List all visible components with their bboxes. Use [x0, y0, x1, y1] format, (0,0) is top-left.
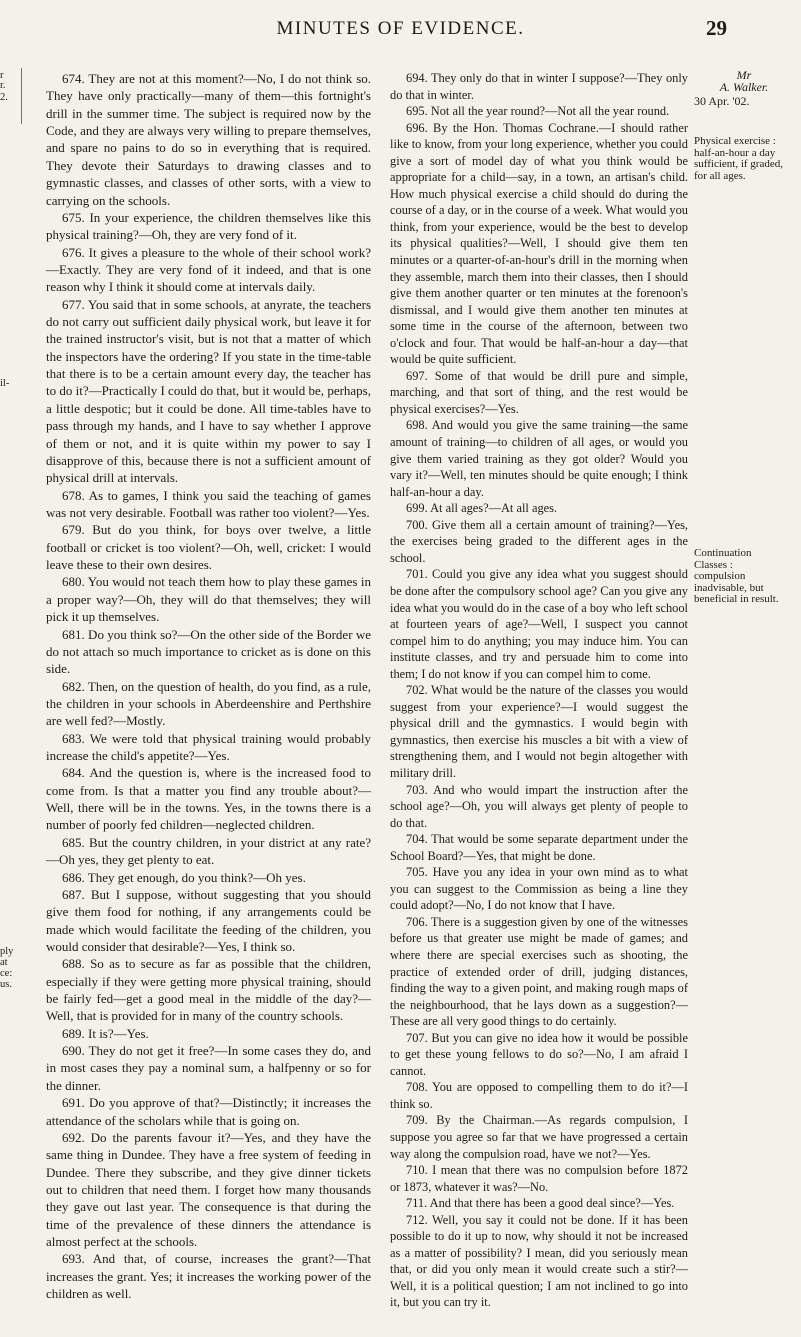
evidence-paragraph: 683. We were told that physical training would probably increase the child's appetite?—Yes. — [46, 730, 371, 764]
page-number: 29 — [706, 16, 727, 40]
evidence-paragraph: 691. Do you approve of that?—Distinctly; it increases the attendance of the scholars while that is going on. — [46, 1095, 371, 1128]
evidence-paragraph: 711. And that there has been a good deal since?—Yes. — [406, 1196, 675, 1211]
right-column — [390, 70, 688, 1311]
evidence-paragraph: 697. Some of that would be drill pure and simple, marching, and that sort of thing, and the rest would be physical exercises?—Yes. — [390, 368, 688, 416]
evidence-paragraph: 688. So as to secure as far as possible that the children, especially if they were getting more physical training, should be fairly fed—get a good meal in the middle of the day?—Well, that is provided for in many of the country schools. — [46, 956, 371, 1024]
evidence-paragraph: 705. Have you any idea in your own mind as to what you can suggest to the Commission as being a line they could adopt?—No, I do not know that I have. — [390, 865, 688, 913]
evidence-paragraph: 678. As to games, I think you said the teaching of games was not very desirable. Football was rather too violent?—Yes. — [46, 487, 371, 520]
evidence-paragraph: 710. I mean that there was no compulsion before 1872 or 1873, whatever it was?—No. — [390, 1163, 688, 1194]
evidence-paragraph: 704. That would be some separate department under the School Board?—Yes, that might be done. — [390, 832, 688, 863]
evidence-paragraph: 700. Give them all a certain amount of training?—Yes, the exercises being graded to the different ages in the school. — [390, 517, 688, 565]
witness-surname: A. Walker. — [719, 79, 769, 94]
evidence-paragraph: 684. And the question is, where is the increased food to come from. Is that a matter you find any trouble about?—Well, there will be in the towns. Yes, in the towns there is a number of poorly fed children—neglected children. — [46, 765, 371, 833]
evidence-paragraph: 685. But the country children, in your district at any rate?—Oh yes, they get plenty to eat. — [46, 834, 371, 868]
evidence-paragraph: 695. Not all the year round?—Not all the year round. — [406, 104, 670, 119]
left-fragment: r — [0, 70, 4, 81]
evidence-paragraph: 712. Well, you say it could not be done. If it has been possible to do it up to now, why should it not be increased as a matter of possibility? I mean, did you seriously mean that, or did you only mean it would create such a stir?—Well, it is a political question; I am not inclined to go into it, but you can try it. — [390, 1212, 688, 1310]
sidenote-physical-exercise: Physical exercise : half-an-hour a day sufficient, if graded, for all ages. — [694, 135, 783, 182]
evidence-paragraph: 679. But do you think, for boys over twelve, a little football or cricket is too violent?—Oh, well, cricket: I would leave these to their own desires. — [46, 522, 371, 573]
left-fragment: il- — [0, 378, 10, 389]
evidence-paragraph: 699. At all ages?—At all ages. — [406, 501, 558, 516]
evidence-paragraph: 703. And who would impart the instruction after the school age?—Oh, you will always get plenty of people to do that. — [390, 782, 688, 830]
evidence-paragraph: 677. You said that in some schools, at anyrate, the teachers do not carry out sufficient daily physical work, but leave it for the trained instructor's visit, but is not that a matter of which the inspectors have the ordering? If you state in the time-table that there is to be a certain amount every day, the teacher has to do it?—Practically I could do that, but it would be, perhaps, a little despotic; but it could be done. All time-tables have to pass through my hands, and I have to say whether I approve of them or not, and it is quite within my power to say I disapprove of this, because there is not a sufficient amount of physical drill at intervals. — [46, 296, 371, 486]
evidence-paragraph: 675. In your experience, the children themselves like this physical training?—Oh, they are very fond of it. — [46, 209, 371, 243]
evidence-paragraph: 701. Could you give any idea what you suggest should be done after the compulsory school age? Can you give any idea what you would do in the case of a boy who left school at fourteen years of age?—Well, I suspect you cannot compel him to do anything; you may induce him. You can institute classes, and try and persuade him to come into them; I do not know if you can compel him to come. — [390, 567, 688, 681]
evidence-paragraph: 681. Do you think so?—On the other side of the Border we do not attach so much importance to cricket as is done on this side. — [46, 626, 371, 677]
evidence-paragraph: 674. They are not at this moment?—No, I do not think so. They have only practically—many of them—this fortnight's drill in the summer time. The subject is required now by the Code, and they are always very willing to prepare themselves, and spare no pains to do so in everything that is required. They devote their Saturdays to drawing classes and to gymnastic classes, and classes of other sorts, with a view to carrying on the schools. — [46, 71, 371, 208]
evidence-paragraph: 709. By the Chairman.—As regards compulsion, I suppose you agree so far that we have progressed a certain way along the compulsion road, have we not?—Yes. — [390, 1113, 688, 1161]
evidence-paragraph: 707. But you can give no idea how it would be possible to get these young fellows to do so?—No, I am afraid I cannot. — [390, 1030, 688, 1078]
sidenote-continuation-classes: Continuation Classes : compulsion inadvisable, but beneficial in result. — [694, 547, 779, 605]
evidence-paragraph: 680. You would not teach them how to play these games in a proper way?—Oh, they will do that themselves; they will pick it up themselves. — [46, 574, 371, 625]
evidence-paragraph: 682. Then, on the question of health, do you find, as a rule, the children in your schools in Aberdeenshire and Perthshire are well fed?—Mostly. — [46, 678, 371, 729]
margin-rule-left — [21, 68, 22, 124]
left-fragment: r. — [0, 80, 6, 91]
evidence-paragraph: 687. But I suppose, without suggesting that you should give them food for nothing, if any arrangements could be made which would facilitate the feeding of the children, you would consider that desirable?—Yes, I think so. — [46, 886, 371, 954]
evidence-paragraph: 676. It gives a pleasure to the whole of their school work?—Exactly. They are very fond of it indeed, and that is one reason why I think it should come at intervals daily. — [46, 244, 371, 295]
left-fragment: ce: — [0, 968, 13, 979]
running-title: MINUTES OF EVIDENCE. — [276, 18, 525, 39]
witness-name — [694, 70, 794, 93]
evidence-paragraph: 696. By the Hon. Thomas Cochrane.—I should rather like to know, from your long experience, whether you could give a sort of model day of what you think would be appropriate for a child—say, in a town, an artisan's child. How much physical exercise a child should do during the course of a day, or in the course of a week. What would you think, from your experience, would be the best to develop its physical qualities?—Well, I should give them ten minutes or a quarter-of-an-hour's drill in the morning when they assemble, march them into their classes, then I should give them another quarter or ten minutes at the forenoon's dismissal, and I would give them another ten minutes at some time in the course of the afternoon, between two o'clock and four. That would be half-an-hour a day—that would be quite sufficient. — [390, 120, 688, 367]
left-fragment: 2. — [0, 92, 8, 103]
evidence-paragraph: 702. What would be the nature of the classes you would suggest from your experience?—I would suggest the physical drill and the gymnastics. I would begin with gymnastics, then exercise his muscles a bit with a view of strengthening them, and I would not begin altogether with military drill. — [390, 683, 688, 780]
left-fragment: us. — [0, 979, 12, 990]
evidence-paragraph: 698. And would you give the same training—the same amount of training—to children of all ages, or would you give them varied training as they got older? Would you vary it?—Well, ten minutes should be quite enough; I think half-an-hour a day. — [390, 418, 688, 499]
left-fragment: ply — [0, 946, 14, 957]
left-fragment: at — [0, 957, 8, 968]
evidence-paragraph: 706. There is a suggestion given by one of the witnesses before us that greater use might be made of games; and where there are special exercises such as shooting, the practice of extended order of drill, judging distances, finding the way to a given point, and making rough maps of the neighbourhood, that he lays down as a suggestion?—These are all very good things to do certainly. — [390, 914, 688, 1029]
left-column — [46, 70, 371, 1303]
evidence-paragraph: 690. They do not get it free?—In some cases they do, and in most cases they pay a nominal sum, a halfpenny or so for the dinner. — [46, 1043, 371, 1093]
evidence-paragraph: 686. They get enough, do you think?—Oh yes. — [62, 869, 306, 885]
evidence-paragraph: 692. Do the parents favour it?—Yes, and they have the same thing in Dundee. They have a free system of feeding in Dundee. There they subscribe, and they give dinner tickets out to children that need them. I forget how many thousands they gave out last year. The consequence is that during the time of the prevalence of these dinners the attendance is almost perfect at the schools. — [46, 1129, 371, 1250]
evidence-paragraph: 694. They only do that in winter I suppose?—They only do that in winter. — [390, 71, 688, 102]
witness-title: Mr — [736, 68, 752, 82]
right-margin-notes — [694, 68, 794, 605]
evidence-paragraph: 689. It is?—Yes. — [62, 1025, 149, 1041]
evidence-paragraph: 693. And that, of course, increases the grant?—That increases the grant. Yes; it increases the working power of the children as well. — [46, 1251, 371, 1302]
evidence-paragraph: 708. You are opposed to compelling them to do it?—I think so. — [390, 1080, 688, 1111]
page-header — [0, 0, 801, 60]
witness-date: 30 Apr. '02. — [694, 94, 750, 108]
